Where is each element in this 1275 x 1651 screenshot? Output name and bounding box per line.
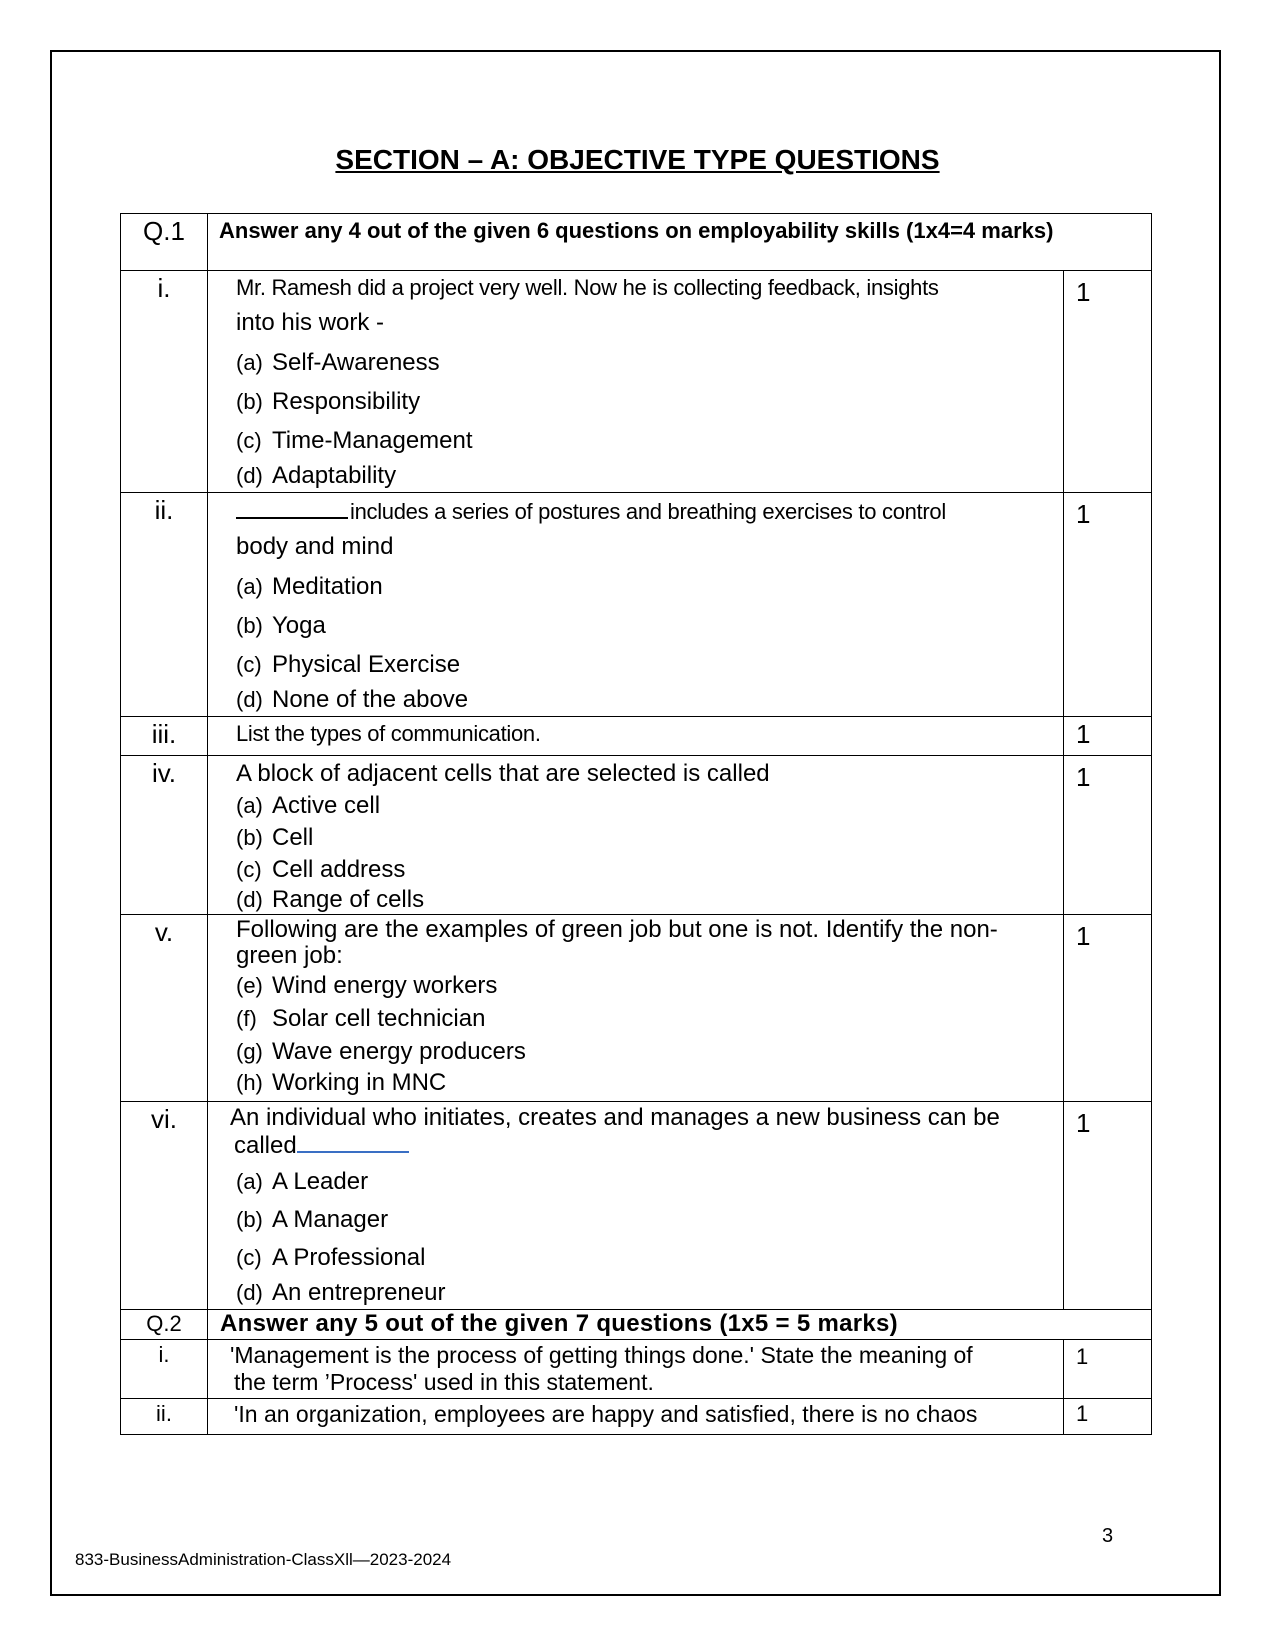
option: (b) Yoga — [236, 612, 326, 639]
option: (d) None of the above — [236, 686, 469, 713]
item-number: i. — [121, 271, 208, 493]
question-table — [120, 213, 1152, 1435]
item-number: v. — [121, 915, 208, 1102]
table-row — [121, 271, 1152, 493]
answer-blank — [297, 1131, 409, 1153]
answer-blank — [236, 495, 348, 519]
item-number: ii. — [121, 1399, 208, 1435]
question-body — [208, 756, 1064, 915]
item-number: vi. — [121, 1102, 208, 1310]
question-stem: 'Management is the process of getting things done.' State the meaning of — [230, 1342, 973, 1368]
question-stem-cont: called — [234, 1132, 297, 1159]
marks-cell: 1 — [1064, 717, 1152, 756]
table-row — [121, 756, 1152, 915]
question-stem: List the types of communication. — [236, 721, 541, 746]
q1-header-row — [121, 214, 1152, 271]
option: (g) Wave energy producers — [236, 1038, 526, 1065]
option: (a) A Leader — [236, 1168, 369, 1195]
question-stem-cont: the term ’Process' used in this statement. — [234, 1369, 654, 1395]
question-stem: 'In an organization, employees are happy and satisfied, there is no chaos — [234, 1401, 978, 1427]
option: (d) Adaptability — [236, 462, 397, 489]
option: (a) Self-Awareness — [236, 349, 440, 376]
question-stem: Following are the examples of green job but one is not. Identify the non- — [236, 916, 998, 943]
question-stem: A block of adjacent cells that are selected is called — [236, 760, 770, 787]
option: (a) Meditation — [236, 573, 383, 600]
option: (f) Solar cell technician — [236, 1005, 486, 1032]
option: (a) Active cell — [236, 792, 381, 819]
q2-header-row — [121, 1310, 1152, 1340]
option: (b) A Manager — [236, 1206, 389, 1233]
question-body — [208, 1102, 1064, 1310]
marks-cell: 1 — [1064, 915, 1152, 1102]
item-number: ii. — [121, 493, 208, 717]
footer-text: 833-BusinessAdministration-ClassXll—2023-2024 — [75, 1550, 452, 1569]
option: (h) Working in MNC — [236, 1069, 447, 1096]
option: (c) Time-Management — [236, 427, 473, 454]
question-stem-cont: body and mind — [236, 533, 394, 560]
question-body — [208, 1399, 1064, 1435]
question-number: Q.1 — [121, 214, 208, 271]
question-stem: includes a series of postures and breathing exercises to control — [350, 499, 946, 524]
question-number: Q.2 — [121, 1310, 208, 1340]
question-body — [208, 1340, 1064, 1399]
option: (c) Cell address — [236, 856, 406, 883]
question-heading: Answer any 4 out of the given 6 questions on employability skills (1x4=4 marks) — [208, 214, 1152, 271]
option: (c) Physical Exercise — [236, 651, 461, 678]
marks-cell: 1 — [1064, 756, 1152, 915]
table-row — [121, 1340, 1152, 1399]
option: (e) Wind energy workers — [236, 972, 498, 999]
question-body — [208, 915, 1064, 1102]
question-heading: Answer any 5 out of the given 7 questions (1x5 = 5 marks) — [208, 1310, 1152, 1340]
marks-cell: 1 — [1064, 271, 1152, 493]
option: (d) An entrepreneur — [236, 1279, 446, 1306]
marks-cell: 1 — [1064, 493, 1152, 717]
marks-cell: 1 — [1064, 1399, 1152, 1435]
item-number: iv. — [121, 756, 208, 915]
question-stem: Mr. Ramesh did a project very well. Now he is collecting feedback, insights — [236, 275, 939, 300]
item-number: iii. — [121, 717, 208, 756]
option: (b) Responsibility — [236, 388, 421, 415]
page-number: 3 — [1102, 1525, 1114, 1547]
table-row — [121, 915, 1152, 1102]
table-row — [121, 493, 1152, 717]
marks-cell: 1 — [1064, 1102, 1152, 1310]
table-row — [121, 1102, 1152, 1310]
option: (d) Range of cells — [236, 886, 425, 913]
question-body — [208, 271, 1064, 493]
table-row — [121, 717, 1152, 756]
marks-cell: 1 — [1064, 1340, 1152, 1399]
question-body — [208, 717, 1064, 756]
question-stem-cont: into his work - — [236, 309, 385, 336]
section-title: SECTION – A: OBJECTIVE TYPE QUESTIONS — [335, 144, 940, 175]
question-body — [208, 493, 1064, 717]
item-number: i. — [121, 1340, 208, 1399]
question-stem-cont: green job: — [236, 942, 343, 969]
option: (b) Cell — [236, 824, 314, 851]
table-row — [121, 1399, 1152, 1435]
question-stem: An individual who initiates, creates and manages a new business can be — [230, 1104, 1000, 1131]
option: (c) A Professional — [236, 1244, 426, 1271]
